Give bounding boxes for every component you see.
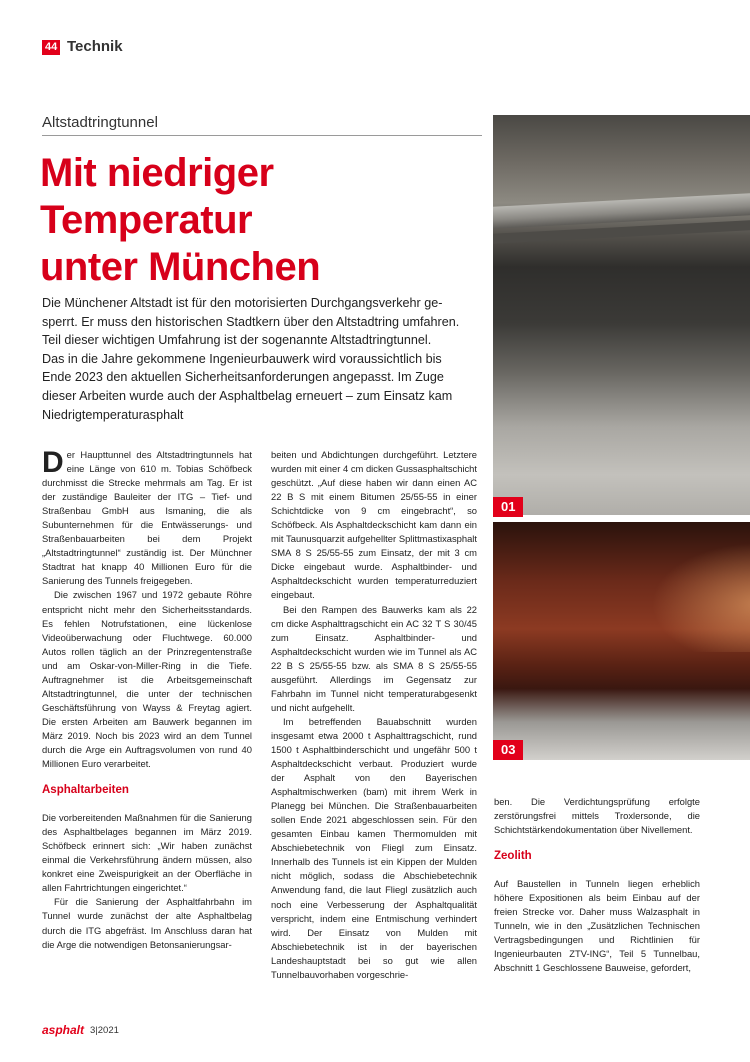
body-paragraph: Im betreffenden Bauabschnitt wurden insgesamt etwa 2000 t Asphalttragschicht, rund 1500 t Asphaltbinderschicht und ungefähr 500 t Asphaltdeckschicht verbaut. Produziert wurde der Asphalt von den Bayerischen Asphaltmischwerken (bam) mit ihrem Werk in Planegg bei München. Die Straßenbauarbeiten sollen Ende 2021 abgeschlossen sein. Für den gesamten Einbau kamen Thermomulden mit Abschiebetechnik von Fliegl zum Einsatz. Innerhalb des Tunnels ist ein Kippen der Mulden nicht möglich, sodass die Abschiebetechnik Anwendung fand, die laut Fliegl zusätzlich auch noch eine Verbesserung der Asphaltqualität verspricht, indem eine Entmischung verhindert wird. Der Einsatz von Mulden mit Abschiebetechnik ist in der bayerischen Landeshauptstadt bei so gut wie allen Tunnelbauvorhaben vorgeschrie- (271, 715, 477, 980)
headline-line-2: Temperatur (40, 198, 253, 242)
photo-number-tag: 01 (493, 497, 523, 517)
lead-line: Niedrigtemperaturasphalt (42, 407, 184, 422)
subheading-asphaltarbeiten: Asphaltarbeiten (42, 784, 129, 797)
kicker-divider (42, 135, 482, 136)
body-column-2 (271, 448, 477, 982)
lead-line: dieser Arbeiten wurde auch der Asphaltbelag erneuert – zum Einsatz kam (42, 388, 453, 403)
body-paragraph: ben. Die Verdichtungsprüfung erfolgte zerstörungsfrei mittels Troxlersonde, die Schichtstärkendokumentation über Nivellement. (494, 796, 700, 836)
headline-line-3: unter München (40, 245, 321, 289)
body-paragraph: Die vorbereitenden Maßnahmen für die Sanierung des Asphaltbelages begannen im März 2019. Schöfbeck erinnert sich: „Wir haben zunächst einmal die Verkehrsführung ändern müssen, also konkret eine Zweispurigkeit an der Oberfläche in allen Fahrtrichtungen eingerichtet.“ (42, 812, 252, 894)
body-paragraph (42, 448, 252, 588)
headline-line-1: Mit niedriger (40, 151, 274, 195)
article-headline (40, 150, 480, 291)
drop-cap: D (42, 446, 64, 479)
lead-line: Ende 2023 den aktuellen Sicherheitsanforderungen angepasst. Im Zuge (42, 370, 444, 385)
body-paragraph: beiten und Abdichtungen durchgeführt. Letztere wurden mit einer 4 cm dicken Gussasphaltschicht geschützt. „Auf diese haben wir dann einen AC 22 B S mit einem Bitumen 25/55-55 in einer Schichtdicke von 9 cm eingebracht“, so Schöfbeck. Als Asphaltdeckschicht kam dann ein mit Taunusquarzit aufgehellter Splittmastixasphalt SMA 8 S 25/55-55 zum Einsatz, der mit 3 cm Dicke eingebaut wurde. Asphaltbinder- und Asphaltdeckschicht wurden temperaturreduziert eingebaut. (271, 449, 477, 601)
body-paragraph: Auf Baustellen in Tunneln liegen erheblich höhere Expositionen als beim Einbau auf der freien Strecke vor. Daher muss Walzasphalt in Tunneln, wie in den „Zusätzlichen Technischen Vertragsbedingungen und Richtlinien für Ingenieurbauten ZTV-ING“, Teil 5 Tunnelbau, Abschnitt 1 Geschlossene Bauweise, gefordert, (494, 878, 700, 974)
photo-number-tag: 03 (493, 740, 523, 760)
photo-tunnel-road-surface (493, 115, 750, 515)
body-column-3 (494, 795, 700, 976)
body-paragraph: Die zwischen 1967 und 1972 gebaute Röhre entspricht nicht mehr den Sicherheitsstandards. Es fehlen Notrufstationen, eine lückenlose Videoüberwachung oder Fluchtwege. 60.000 Autos rollen täglich an der Prinzregentenstraße und am Oskar-von-Miller-Ring in die Tiefe. Auftragnehmer ist die Arbeitsgemeinschaft Altstadtringtunnel, die unter der technischen Geschäftsführung von Wayss & Freytag agiert. Die ersten Arbeiten am Bauwerk begannen im März 2019. Noch bis 2023 wird an dem Tunnel durch die Arge ein Auftragsvolumen von rund 40 Millionen Euro verarbeitet. (42, 589, 252, 770)
paragraph-text: er Haupttunnel des Altstadtringtunnels hat eine Länge von 610 m. Tobias Schöfbeck durchmisst die Strecke mehrmals am Tag. Er ist der zuständige Bauleiter der ITG – Tief- und Straßenbau GmbH aus Ismaning, die als Subunternehmen für die Entwässerungs- und Straßenbauarbeiten bei dem Projekt „Altstadtringtunnel“ zuständig ist. Der Münchner Stadtrat hat knapp 40 Millionen Euro für die Sanierung des Tunnels freigegeben. (42, 449, 252, 587)
photo-tunnel-interior (493, 522, 750, 760)
article-lead (42, 294, 482, 424)
lead-line: Das in die Jahre gekommene Ingenieurbauwerk wird voraussichtlich bis (42, 351, 442, 366)
body-paragraph: Für die Sanierung der Asphaltfahrbahn im Tunnel wurde zunächst der alte Asphaltbelag durch die ITG abgefräst. Im Anschluss daran hat die Arge die notwendigen Betonsanierungsar- (42, 896, 252, 950)
page-number-badge: 44 (42, 40, 60, 55)
lead-line: sperrt. Er muss den historischen Stadtkern über den Altstadtring umfahren. (42, 314, 460, 329)
body-column-1 (42, 448, 252, 952)
issue-number: 3|2021 (90, 1025, 119, 1036)
body-paragraph: Bei den Rampen des Bauwerks kam als 22 cm dicke Asphalttragschicht ein AC 32 T S 30/45 zum Einsatz. Asphaltbinder- und Asphaltdeckschicht wurden wie im Tunnel als AC 22 B S 25/55-55 bzw. als SMA 8 S 25/55-55 ausgeführt. Allerdings im Gegensatz zur Fahrbahn im Tunnel nicht temperaturabgesenkt und nicht aufgehellt. (271, 603, 477, 713)
lead-line: Teil dieser wichtigen Umfahrung ist der sogenannte Altstadtringtunnel. (42, 333, 432, 348)
tunnel-light-graphic (633, 532, 750, 652)
section-label: Technik (67, 38, 123, 55)
article-kicker: Altstadtringtunnel (42, 114, 158, 131)
subheading-zeolith: Zeolith (494, 850, 532, 863)
magazine-brand-logo: asphalt (42, 1023, 85, 1037)
lead-line: Die Münchener Altstadt ist für den motorisierten Durchgangsverkehr ge- (42, 296, 443, 310)
